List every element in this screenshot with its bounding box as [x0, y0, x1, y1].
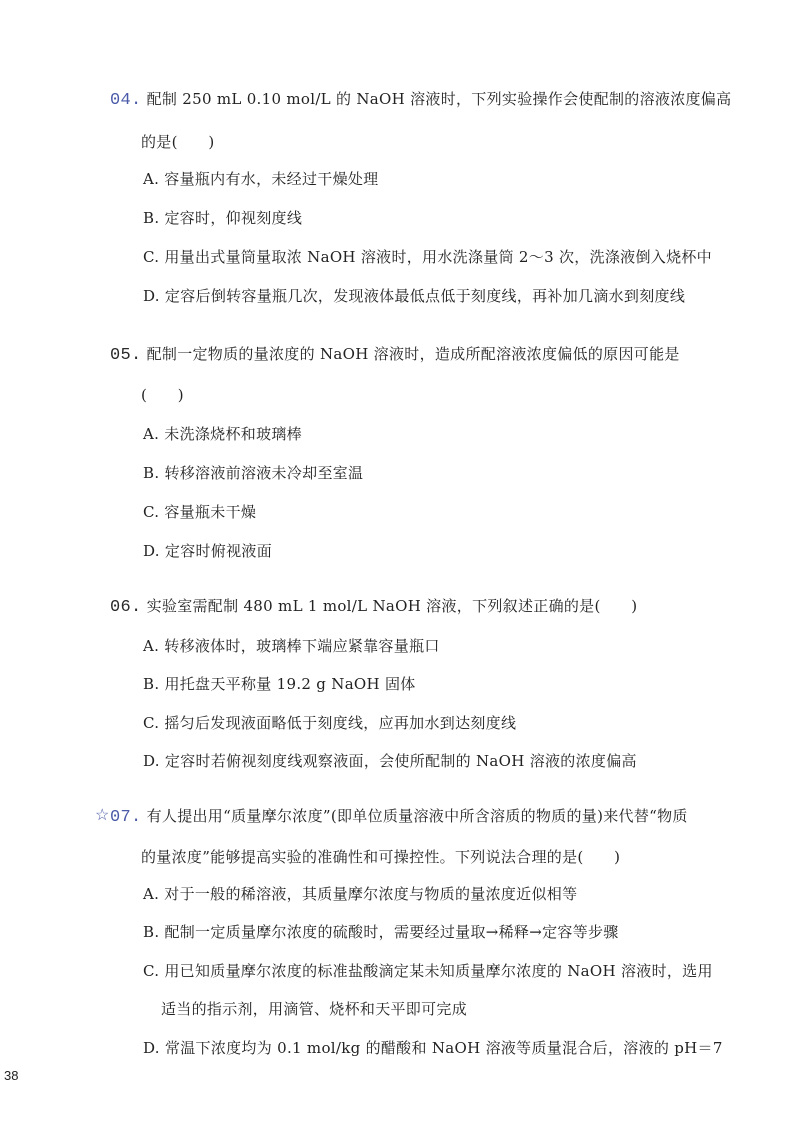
- q05-option-b: B. 转移溶液前溶液未冷却至室温: [143, 464, 364, 482]
- question-07: [110, 806, 730, 828]
- q06-option-a: A. 转移液体时，玻璃棒下端应紧靠容量瓶口: [143, 637, 440, 655]
- q07-option-a: A. 对于一般的稀溶液，其质量摩尔浓度与物质的量浓度近似相等: [143, 885, 578, 903]
- q07-option-c-continued: 适当的指示剂，用滴管、烧杯和天平即可完成: [161, 1000, 468, 1018]
- question-05: [110, 344, 730, 366]
- q04-number: 04.: [110, 91, 142, 110]
- q05-stem-line1: [110, 344, 730, 366]
- q06-option-c: C. 摇匀后发现液面略低于刻度线，应再加水到达刻度线: [143, 714, 517, 732]
- q04-option-d: D. 定容后倒转容量瓶几次，发现液体最低点低于刻度线，再补加几滴水到刻度线: [143, 287, 686, 305]
- question-06: [110, 596, 730, 618]
- q05-number: 05.: [110, 346, 142, 365]
- q05-option-c: C. 容量瓶未干燥: [143, 503, 257, 521]
- q04-stem-line1: [110, 89, 730, 111]
- q05-option-a: A. 未洗涤烧杯和玻璃棒: [143, 425, 302, 443]
- q05-stem-text: 配制一定物质的量浓度的 NaOH 溶液时，造成所配溶液浓度偏低的原因可能是: [146, 345, 680, 363]
- q07-stem-line2: 的量浓度”能够提高实验的准确性和可操控性。下列说法合理的是( ): [141, 848, 621, 866]
- q04-option-c: C. 用量出式量筒量取浓 NaOH 溶液时，用水洗涤量筒 2～3 次，洗涤液倒入烧杯中: [143, 248, 712, 266]
- page-number: 38: [4, 1068, 19, 1083]
- q05-stem-line2: ( ): [141, 386, 184, 404]
- q06-option-d: D. 定容时若俯视刻度线观察液面，会使所配制的 NaOH 溶液的浓度偏高: [143, 752, 637, 770]
- q06-stem-line1: [110, 596, 730, 618]
- q07-number: 07.: [110, 808, 142, 827]
- q07-option-d: D. 常温下浓度均为 0.1 mol/kg 的醋酸和 NaOH 溶液等质量混合后，溶液的 pH＝7: [143, 1039, 723, 1057]
- q05-option-d: D. 定容时俯视液面: [143, 542, 273, 560]
- question-04: [110, 89, 730, 111]
- star-icon: ☆: [95, 805, 110, 824]
- q07-option-c: C. 用已知质量摩尔浓度的标准盐酸滴定某未知质量摩尔浓度的 NaOH 溶液时，选用: [143, 962, 713, 980]
- q07-stem-text: 有人提出用“质量摩尔浓度”(即单位质量溶液中所含溶质的物质的量)来代替“物质: [146, 807, 688, 825]
- q07-option-b: B. 配制一定质量摩尔浓度的硫酸时，需要经过量取→稀释→定容等步骤: [143, 923, 619, 941]
- q06-stem-text: 实验室需配制 480 mL 1 mol/L NaOH 溶液，下列叙述正确的是( ): [146, 597, 638, 615]
- q07-stem-line1: [110, 806, 730, 828]
- q06-number: 06.: [110, 598, 142, 617]
- q04-stem-text: 配制 250 mL 0.10 mol/L 的 NaOH 溶液时，下列实验操作会使配制的溶液浓度偏高: [146, 90, 732, 108]
- q04-stem-line2: 的是( ): [141, 133, 215, 151]
- q04-option-b: B. 定容时，仰视刻度线: [143, 209, 303, 227]
- q04-option-a: A. 容量瓶内有水，未经过干燥处理: [143, 170, 379, 188]
- q06-option-b: B. 用托盘天平称量 19.2 g NaOH 固体: [143, 675, 416, 693]
